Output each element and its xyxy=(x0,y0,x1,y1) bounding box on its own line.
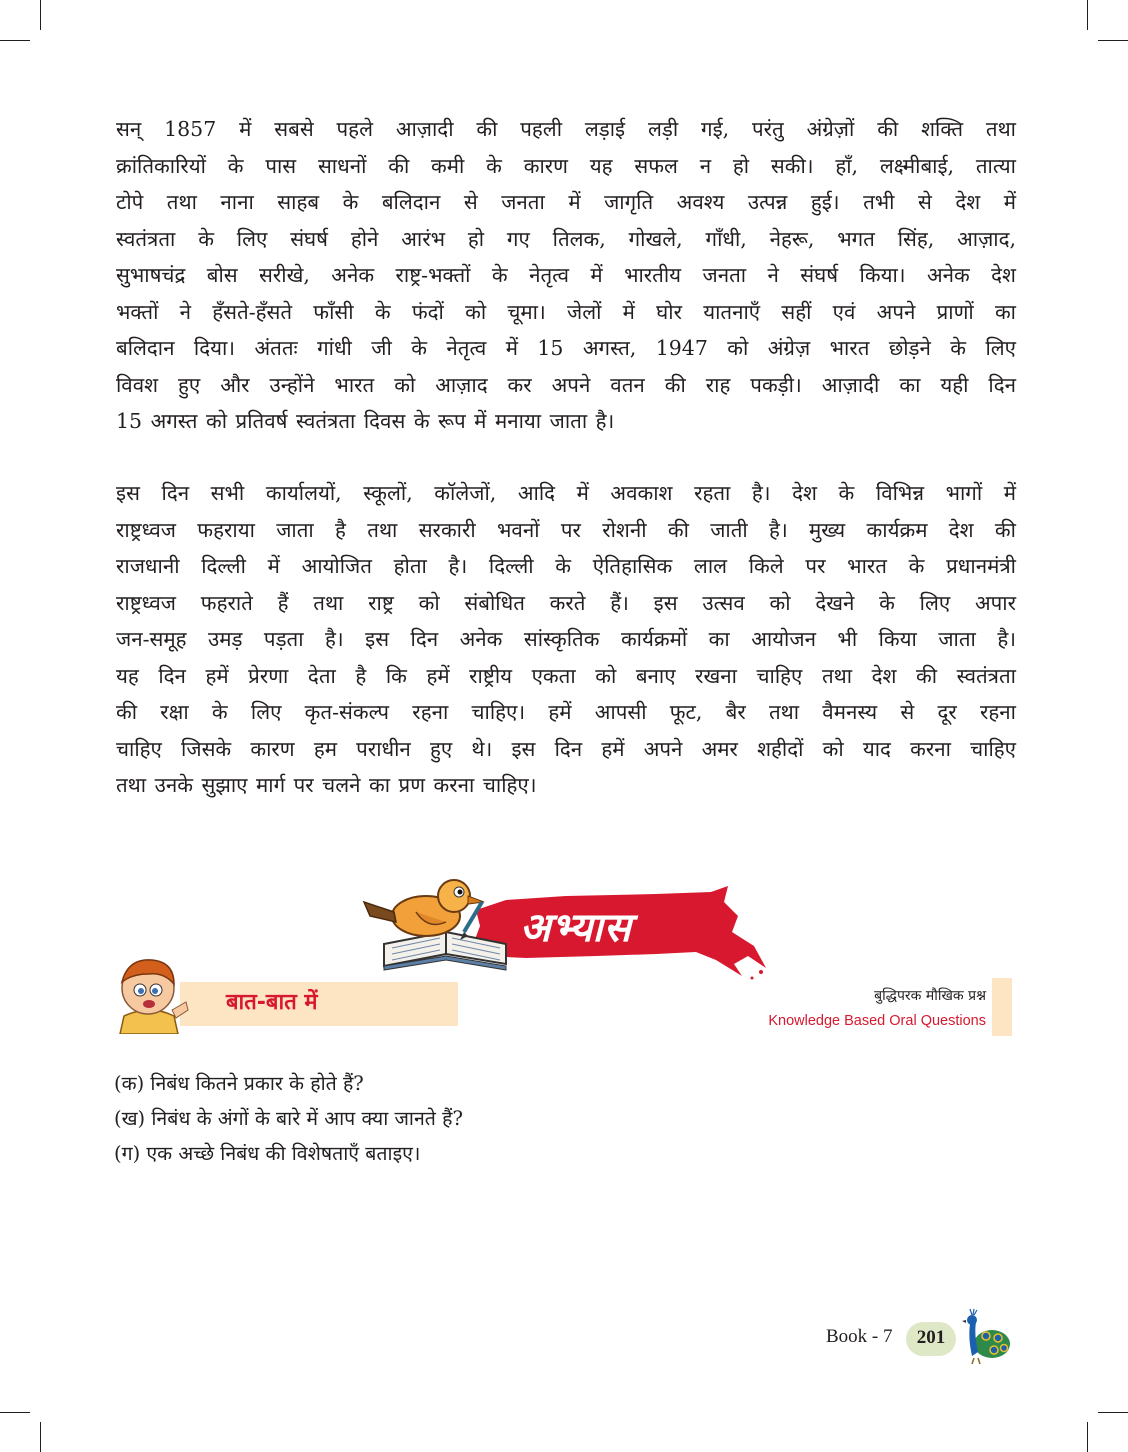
question-type-bar xyxy=(992,978,1012,1036)
text-line: भक्तों ने हँसते-हँसते फाँसी के फंदों को चूमा। जेलों में घोर यातनाएँ सहीं एवं अपने प्राणों का xyxy=(116,299,1016,324)
text-line: राष्ट्रध्वज फहराया जाता है तथा सरकारी भवनों पर रोशनी की जाती है। मुख्य कार्यक्रम देश की xyxy=(116,517,1016,542)
question-item: (ग) एक अच्छे निबंध की विशेषताएँ बताइए। xyxy=(114,1142,421,1165)
question-type-hindi: बुद्धिपरक मौखिक प्रश्न xyxy=(874,988,986,1004)
book-label: Book - 7 xyxy=(826,1326,893,1347)
text-line: बलिदान दिया। अंततः गांधी जी के नेतृत्व में 15 अगस्त, 1947 को अंग्रेज़ भारत छोड़ने के लिए xyxy=(116,336,1016,360)
question-type-label xyxy=(768,986,986,1029)
section-label: बात-बात में xyxy=(226,990,318,1015)
text-line: 15 अगस्त को प्रतिवर्ष स्वतंत्रता दिवस के रूप में मनाया जाता है। xyxy=(116,409,615,433)
crop-mark xyxy=(1098,1412,1128,1413)
text-line: चाहिए जिसके कारण हम पराधीन हुए थे। इस दिन हमें अपने अमर शहीदों को याद करना चाहिए xyxy=(116,736,1016,761)
question-type-english: Knowledge Based Oral Questions xyxy=(768,1013,986,1029)
page-number: 201 xyxy=(916,1327,946,1348)
boy-cartoon-illustration xyxy=(108,952,192,1034)
question-item: (क) निबंध कितने प्रकार के होते हैं? xyxy=(114,1072,364,1095)
crop-mark xyxy=(1087,1422,1088,1452)
text-line: जन-समूह उमड़ पड़ता है। इस दिन अनेक सांस्कृतिक कार्यक्रमों का आयोजन भी किया जाता है। xyxy=(116,627,1016,651)
text-line: टोपे तथा नाना साहब के बलिदान से जनता में जागृति अवश्य उत्पन्न हुई। तभी से देश में xyxy=(116,190,1016,214)
essay-paragraph-1 xyxy=(116,111,1016,440)
crop-mark xyxy=(40,1422,41,1452)
text-line: की रक्षा के लिए कृत-संकल्प रहना चाहिए। हमें आपसी फूट, बैर तथा वैमनस्य से दूर रहना xyxy=(116,700,1016,724)
text-line: राष्ट्रध्वज फहराते हैं तथा राष्ट्र को संबोधित करते हैं। इस उत्सव को देखने के लिए अपार xyxy=(116,590,1016,615)
exercise-banner-title: अभ्यास xyxy=(520,905,632,951)
section-label-bar xyxy=(180,982,458,1026)
text-line: यह दिन हमें प्रेरणा देता है कि हमें राष्ट्रीय एकता को बनाए रखना चाहिए तथा देश की स्वतंत्रता xyxy=(116,663,1016,688)
crop-mark xyxy=(1098,40,1128,41)
text-line: स्वतंत्रता के लिए संघर्ष होने आरंभ हो गए तिलक, गोखले, गाँधी, नेहरू, भगत सिंह, आज़ाद, xyxy=(116,226,1016,251)
text-line: विवश हुए और उन्होंने भारत को आज़ाद कर अपने वतन की राह पकड़ी। आज़ादी का यही दिन xyxy=(116,372,1016,397)
crop-mark xyxy=(1087,0,1088,30)
text-line: सन् 1857 में सबसे पहले आज़ादी की पहली लड़ाई लड़ी गई, परंतु अंग्रेज़ों की शक्ति तथा xyxy=(116,117,1016,141)
question-item: (ख) निबंध के अंगों के बारे में आप क्या जानते हैं? xyxy=(114,1107,463,1130)
text-line: इस दिन सभी कार्यालयों, स्कूलों, कॉलेजों, आदि में अवकाश रहता है। देश के विभिन्न भागों में xyxy=(116,481,1016,505)
crop-mark xyxy=(40,0,41,30)
peacock-illustration xyxy=(950,1308,1012,1364)
text-line: क्रांतिकारियों के पास साधनों की कमी के कारण यह सफल न हो सकी। हाँ, लक्ष्मीबाई, तात्या xyxy=(116,153,1016,178)
text-line: राजधानी दिल्ली में आयोजित होता है। दिल्ली के ऐतिहासिक लाल किले पर भारत के प्रधानमंत्री xyxy=(116,554,1016,578)
text-line: तथा उनके सुझाए मार्ग पर चलने का प्रण करना चाहिए। xyxy=(116,773,537,797)
crop-mark xyxy=(0,1412,30,1413)
question-list xyxy=(114,1066,463,1171)
crop-mark xyxy=(0,40,30,41)
text-line: सुभाषचंद्र बोस सरीखे, अनेक राष्ट्र-भक्तों के नेतृत्व में भारतीय जनता ने संघर्ष किया। अनेक देश xyxy=(116,263,1016,287)
essay-paragraph-2 xyxy=(116,475,1016,804)
